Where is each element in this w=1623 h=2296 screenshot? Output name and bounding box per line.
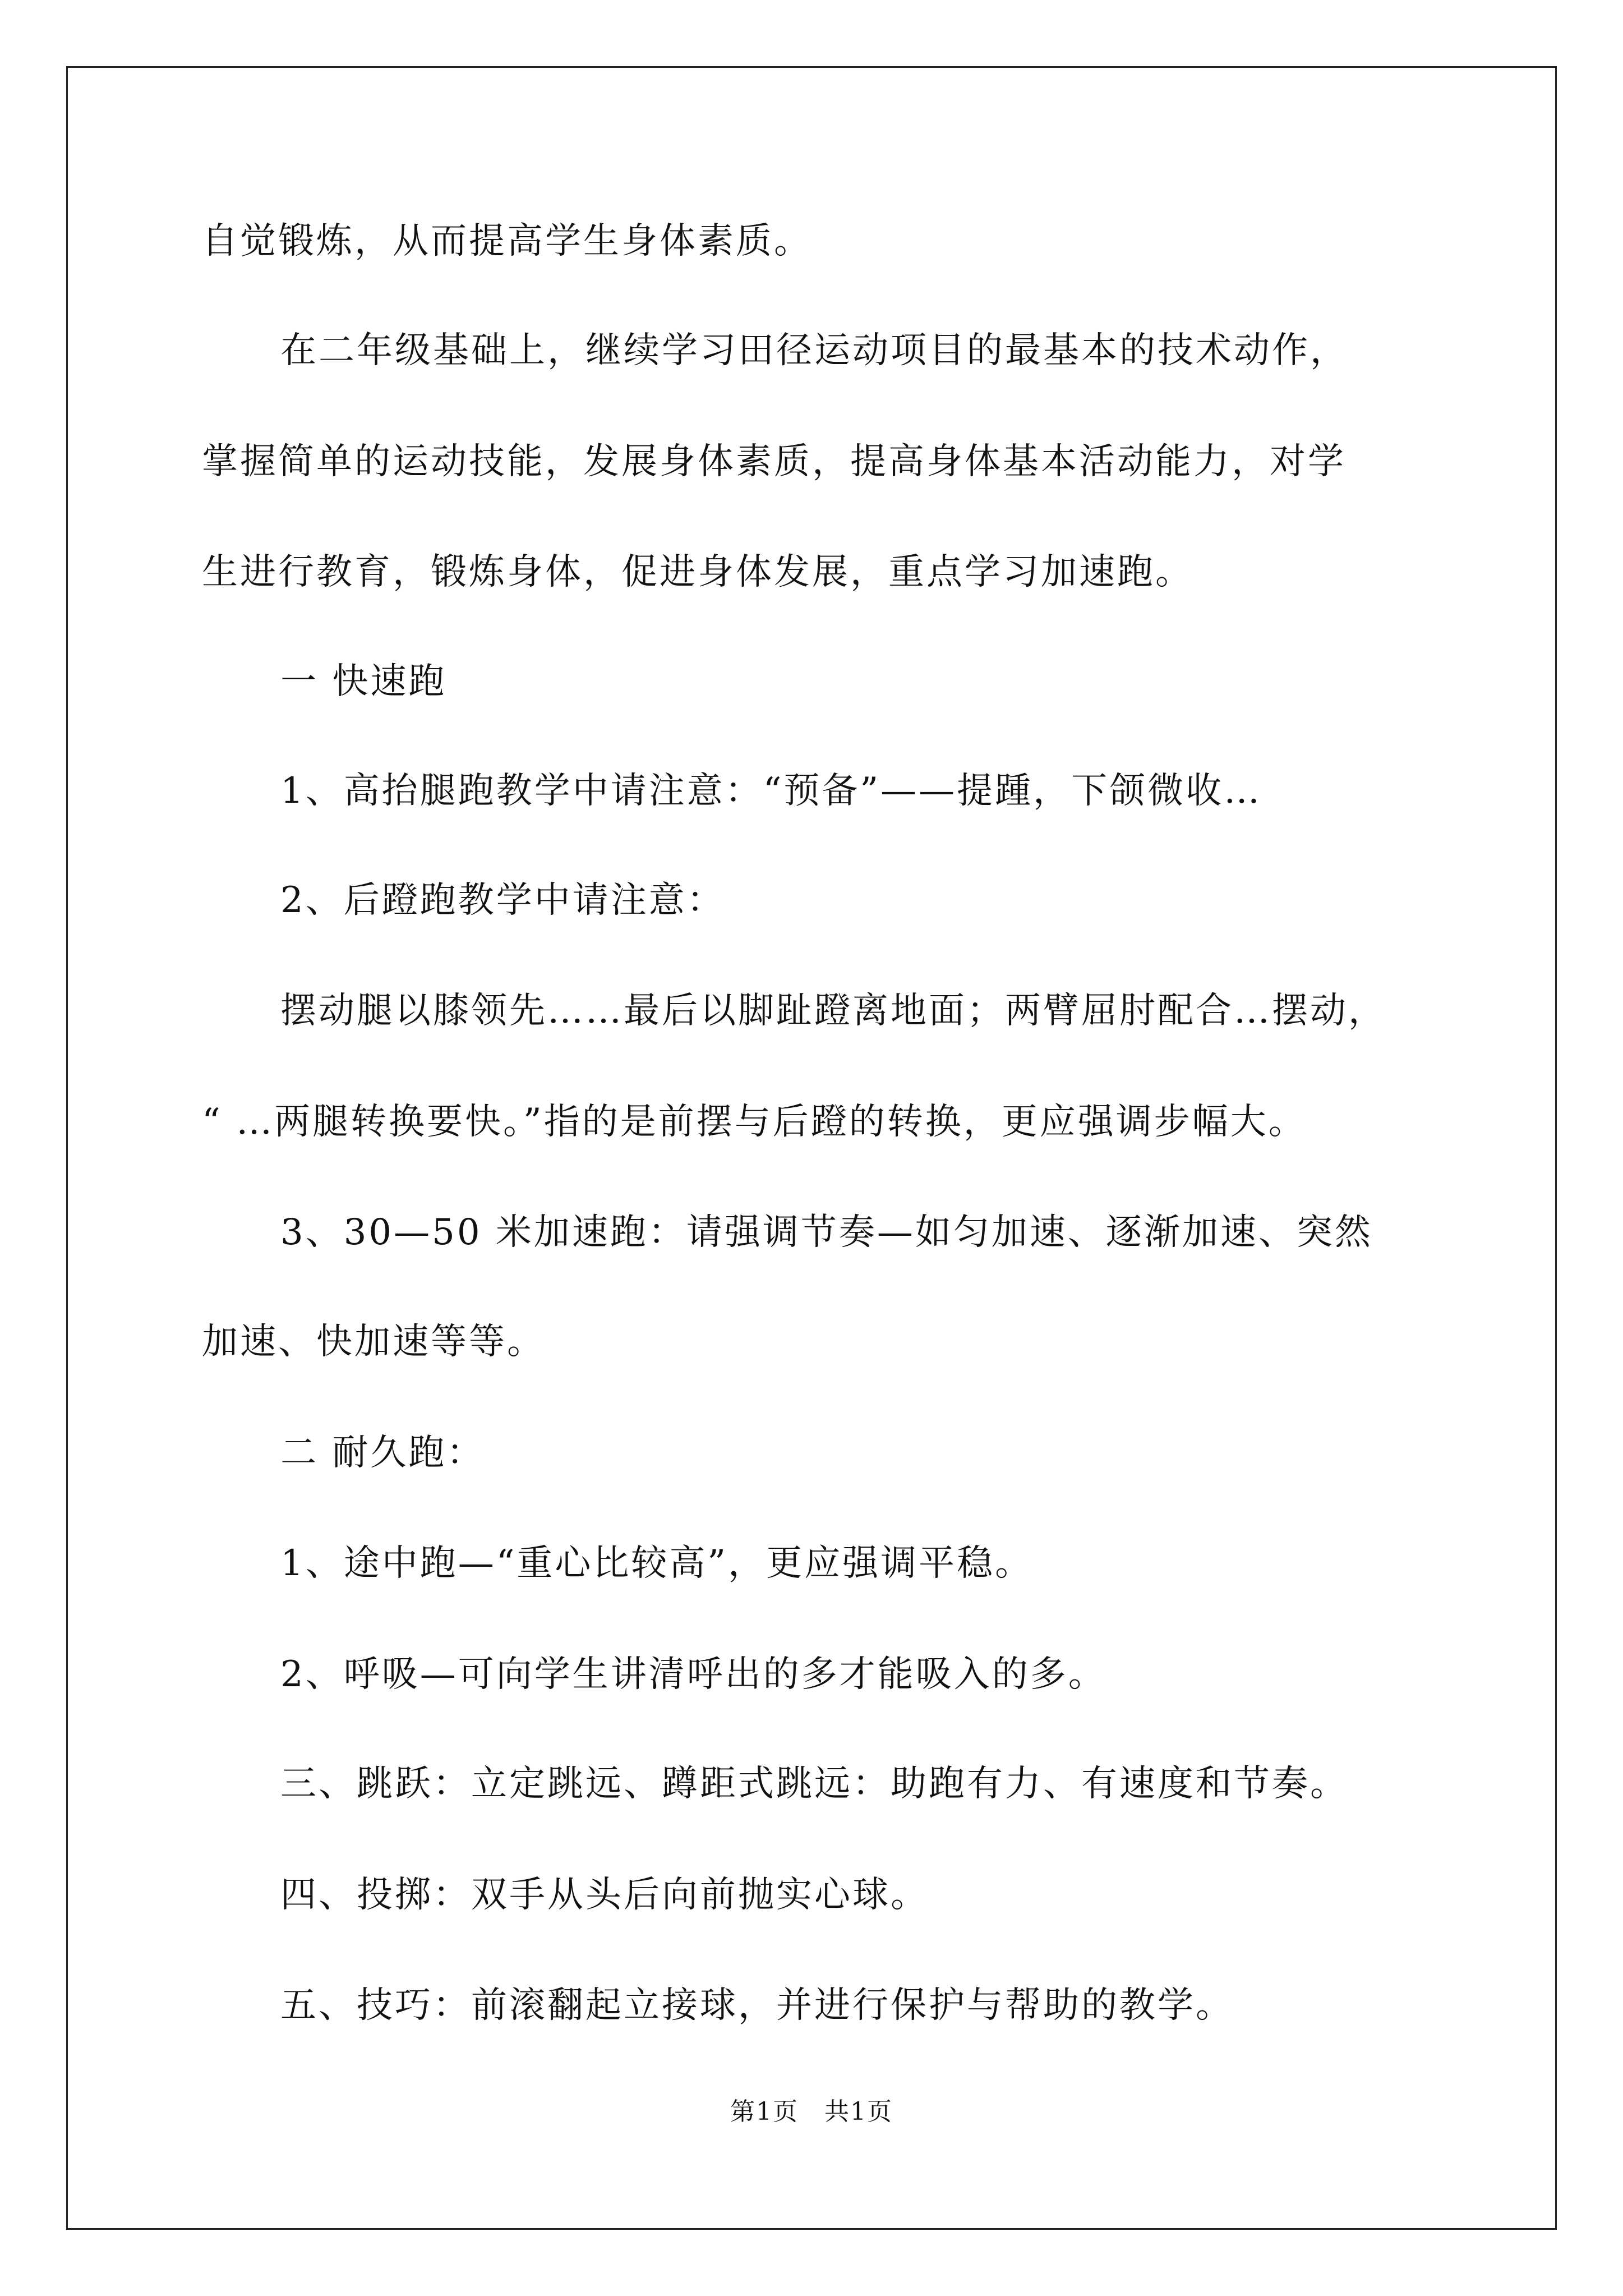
text-line-13: 1、途中跑—“重心比较高”，更应强调平稳。: [280, 1543, 1034, 1584]
text-line-14: 2、呼吸—可向学生讲清呼出的多才能吸入的多。: [280, 1654, 1106, 1695]
text-line-4: 生进行教育，锻炼身体，促进身体发展，重点学习加速跑。: [202, 551, 1193, 593]
section-heading-3: 三、跳跃：立定跳远、蹲距式跳远：助跑有力、有速度和节奏。: [280, 1763, 1348, 1805]
text-line-2: 在二年级基础上，继续学习田径运动项目的最基本的技术动作，: [280, 330, 1348, 371]
section-heading-1: 一 快速跑: [280, 661, 447, 702]
text-line-8: 摆动腿以膝领先……最后以脚趾蹬离地面；两臂屈肘配合…摆动，: [280, 990, 1386, 1032]
text-line-11: 加速、快加速等等。: [202, 1321, 545, 1363]
text-line-7: 2、后蹬跑教学中请注意：: [280, 880, 725, 921]
page-footer: 第1页 共1页: [730, 2097, 893, 2126]
section-heading-2: 二 耐久跑：: [280, 1432, 485, 1474]
section-heading-4: 四、投掷：双手从头后向前抛实心球。: [280, 1874, 929, 1916]
section-heading-5: 五、技巧：前滚翻起立接球，并进行保护与帮助的教学。: [280, 1985, 1234, 2026]
text-line-6: 1、高抬腿跑教学中请注意：“预备”——提踵，下颌微收…: [280, 770, 1262, 812]
text-line-1: 自觉锻炼，从而提高学生身体素质。: [202, 220, 812, 262]
text-line-9: “ …两腿转换要快。”指的是前摆与后蹬的转换，更应强调步幅大。: [202, 1101, 1307, 1143]
text-line-10: 3、30—50 米加速跑：请强调节奏—如匀加速、逐渐加速、突然: [280, 1212, 1373, 1253]
text-line-3: 掌握简单的运动技能，发展身体素质，提高身体基本活动能力，对学: [202, 441, 1346, 482]
